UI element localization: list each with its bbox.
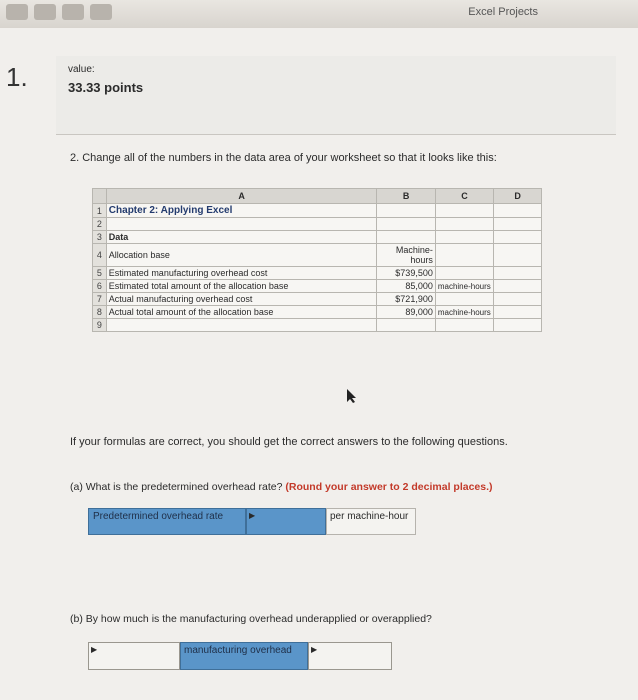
column-header-b: B (377, 189, 435, 204)
cell-b (377, 218, 435, 231)
window-title: Excel Projects (468, 6, 538, 18)
column-header-c: C (435, 189, 493, 204)
column-header-a: A (106, 189, 377, 204)
row-number: 2 (93, 218, 107, 231)
browser-topbar (0, 0, 638, 29)
instruction-text: 2. Change all of the numbers in the data area of your worksheet so that it looks like this: (70, 152, 497, 164)
caret-right-icon: ▶ (311, 645, 318, 654)
cell-c (435, 319, 493, 332)
cell-d (494, 293, 542, 306)
question-header (56, 56, 616, 135)
cell-a: Actual manufacturing overhead cost (106, 293, 377, 306)
row-number: 4 (93, 244, 107, 267)
app-icon[interactable] (6, 4, 28, 20)
cell-c (435, 204, 493, 218)
cell-c: machine-hours (435, 280, 493, 293)
cell-a (106, 218, 377, 231)
cell-b: $721,900 (377, 293, 435, 306)
cell-d (494, 231, 542, 244)
cell-b: 85,000 (377, 280, 435, 293)
cell-c (435, 231, 493, 244)
cell-c (435, 293, 493, 306)
value-label: value: (68, 64, 95, 75)
under-over-dropdown[interactable] (88, 642, 180, 670)
app-icon[interactable] (34, 4, 56, 20)
row-number: 9 (93, 319, 107, 332)
hint-text: If your formulas are correct, you should get the correct answers to the following questions. (70, 436, 508, 448)
cell-a: Estimated total amount of the allocation base (106, 280, 377, 293)
question-b-text: (b) By how much is the manufacturing overhead underapplied or overapplied? (70, 613, 432, 625)
cell-b: Machine-hours (377, 244, 435, 267)
cell-d (494, 204, 542, 218)
cell-c (435, 218, 493, 231)
cell-d (494, 267, 542, 280)
app-icon[interactable] (62, 4, 84, 20)
row-number: 8 (93, 306, 107, 319)
row-number: 3 (93, 231, 107, 244)
rounding-note: (Round your answer to 2 decimal places.) (285, 481, 493, 493)
row-number: 5 (93, 267, 107, 280)
caret-right-icon: ▶ (91, 645, 98, 654)
cell-d (494, 244, 542, 267)
cell-c: machine-hours (435, 306, 493, 319)
cell-d (494, 306, 542, 319)
sheet-title-cell: Chapter 2: Applying Excel (106, 204, 377, 218)
mouse-cursor-icon (345, 388, 359, 404)
rate-unit-label: per machine-hour (326, 508, 416, 535)
cell-b (377, 319, 435, 332)
question-number: 1. (6, 62, 28, 92)
cell-a: Estimated manufacturing overhead cost (106, 267, 377, 280)
cell-b (377, 204, 435, 218)
cell-b (377, 231, 435, 244)
cell-d (494, 218, 542, 231)
cell-c (435, 244, 493, 267)
cell-b: $739,500 (377, 267, 435, 280)
column-header-d: D (494, 189, 542, 204)
play-icon[interactable] (90, 4, 112, 20)
caret-right-icon: ▶ (249, 511, 256, 520)
answer-row-a (88, 508, 416, 535)
row-number: 1 (93, 204, 107, 218)
toolbar-icons (6, 4, 112, 20)
question-a-text: (a) What is the predetermined overhead rate? (70, 481, 283, 493)
question-page (0, 28, 638, 700)
row-number: 6 (93, 280, 107, 293)
worksheet-table (92, 188, 542, 332)
points-value: 33.33 points (68, 80, 144, 95)
answer-row-b (88, 642, 392, 670)
cell-d (494, 319, 542, 332)
cell-a (106, 319, 377, 332)
predetermined-rate-label: Predetermined overhead rate (88, 508, 246, 535)
predetermined-rate-input[interactable] (246, 508, 326, 535)
manufacturing-overhead-label: manufacturing overhead (180, 642, 308, 670)
overhead-amount-input[interactable] (308, 642, 392, 670)
cell-a: Actual total amount of the allocation base (106, 306, 377, 319)
cell-b: 89,000 (377, 306, 435, 319)
cell-d (494, 280, 542, 293)
corner-cell (93, 189, 107, 204)
cell-a: Data (106, 231, 377, 244)
cell-a: Allocation base (106, 244, 377, 267)
row-number: 7 (93, 293, 107, 306)
question-a (70, 481, 493, 493)
cell-c (435, 267, 493, 280)
